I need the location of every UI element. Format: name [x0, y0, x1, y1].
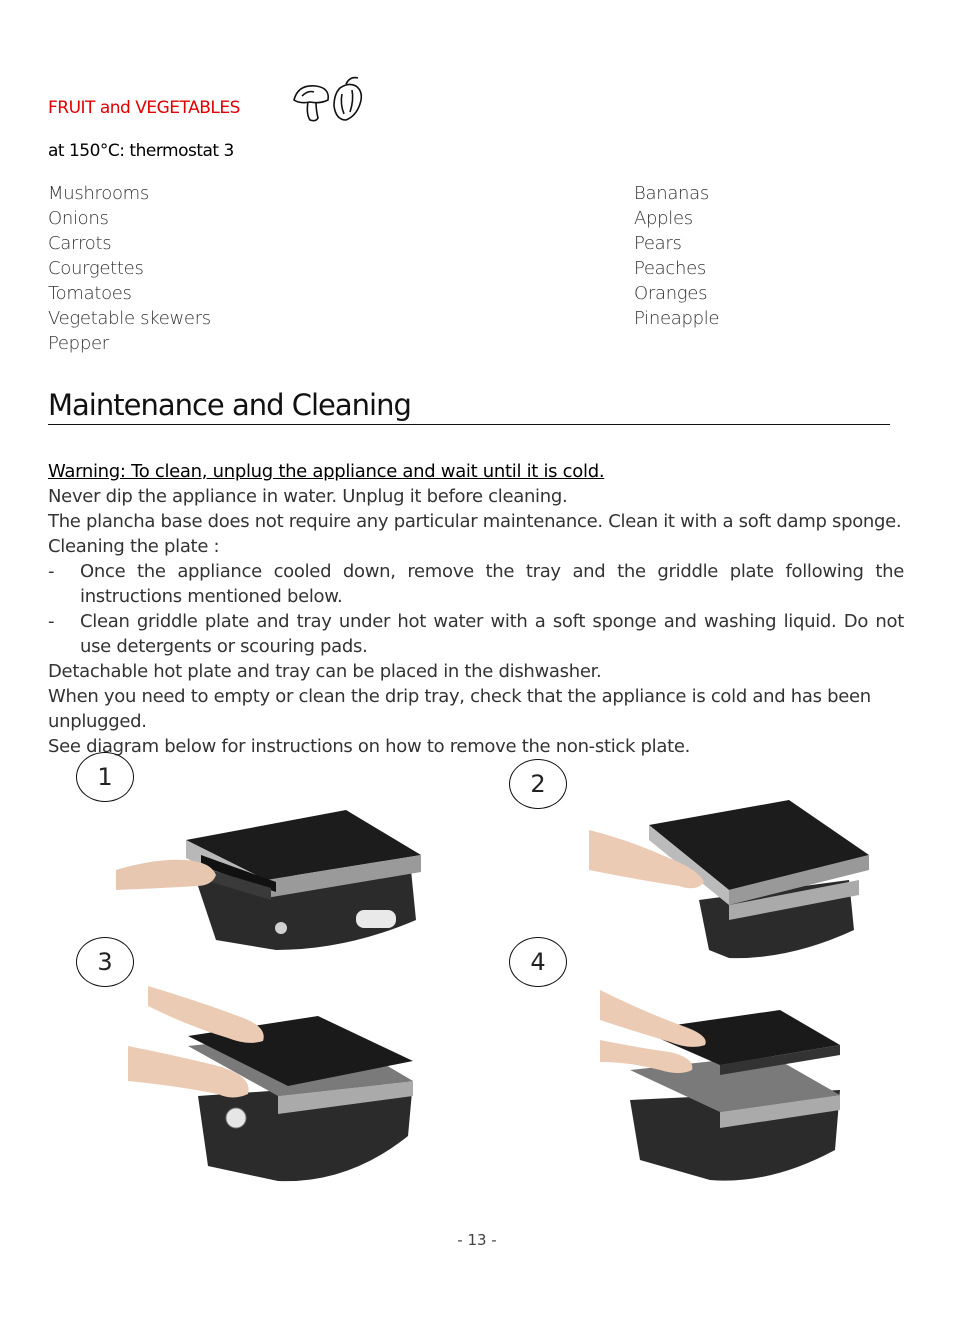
list-item: Apples — [634, 208, 693, 229]
section-heading-fruit-vegetables: FRUIT and VEGETABLES — [48, 98, 240, 118]
list-item: Pepper — [48, 333, 109, 354]
list-item: Mushrooms — [48, 183, 149, 204]
warning-text: Warning: To clean, unplug the appliance and wait until it is cold. — [48, 461, 605, 482]
fruit-list — [634, 181, 719, 331]
list-item: Bananas — [634, 183, 709, 204]
step-3-photo — [128, 986, 418, 1184]
bullet-text: Clean griddle plate and tray under hot water with a soft sponge and washing liquid. Do not use detergents or scouring pads. — [80, 611, 904, 657]
section-heading-maintenance: Maintenance and Cleaning — [48, 388, 411, 422]
paragraph: See diagram below for instructions on how to remove the non-stick plate. — [48, 736, 691, 757]
page-number: - 13 - — [457, 1231, 497, 1249]
vegetable-list — [48, 181, 211, 356]
list-item: Tomatoes — [48, 283, 132, 304]
bullet-mark: - — [48, 611, 55, 632]
paragraph: Cleaning the plate : — [48, 536, 220, 557]
step-number-3: 3 — [76, 937, 134, 987]
list-item: Pineapple — [634, 308, 720, 329]
maintenance-body — [48, 459, 904, 759]
list-item: Peaches — [634, 258, 706, 279]
paragraph: Never dip the appliance in water. Unplug it before cleaning. — [48, 486, 568, 507]
step-1-photo — [116, 800, 426, 950]
heading-underline — [48, 424, 890, 425]
paragraph: When you need to empty or clean the drip tray, check that the appliance is cold and has been unplugged. — [48, 686, 871, 732]
list-item: Oranges — [634, 283, 708, 304]
temperature-setting: at 150°C: thermostat 3 — [48, 141, 234, 161]
mushroom-pepper-icon — [290, 74, 368, 126]
step-number-1: 1 — [76, 752, 134, 802]
bullet-item — [48, 559, 904, 609]
list-item: Vegetable skewers — [48, 308, 211, 329]
step-number-4: 4 — [509, 937, 567, 987]
list-item: Carrots — [48, 233, 112, 254]
list-item: Pears — [634, 233, 682, 254]
bullet-mark: - — [48, 561, 55, 582]
step-2-photo — [589, 800, 874, 960]
bullet-item — [48, 609, 904, 659]
bullet-text: Once the appliance cooled down, remove the tray and the griddle plate following the instructions mentioned below. — [80, 561, 904, 607]
step-4-photo — [600, 990, 845, 1185]
list-item: Onions — [48, 208, 109, 229]
paragraph: Detachable hot plate and tray can be placed in the dishwasher. — [48, 661, 602, 682]
paragraph: The plancha base does not require any particular maintenance. Clean it with a soft damp sponge. — [48, 511, 902, 532]
step-number-2: 2 — [509, 759, 567, 809]
list-item: Courgettes — [48, 258, 144, 279]
